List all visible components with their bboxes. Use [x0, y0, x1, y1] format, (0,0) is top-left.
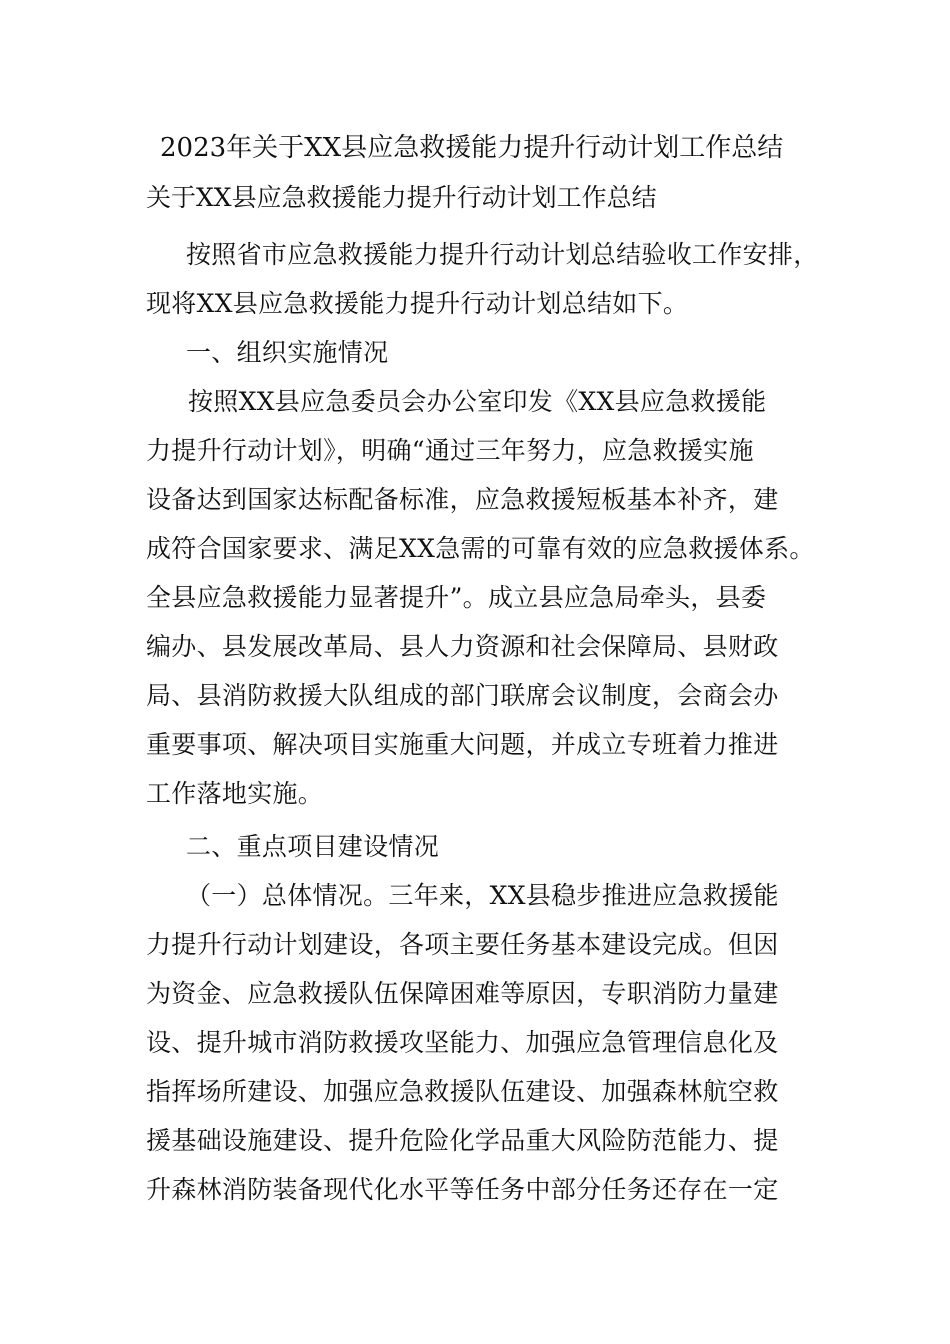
- paragraph-line: 按照XX县应急委员会办公室印发《XX县应急救援能: [188, 387, 767, 416]
- paragraph-line: 重要事项、解决项目实施重大问题，并成立专班着力推进: [146, 730, 779, 759]
- document-subtitle: 关于XX县应急救援能力提升行动计划工作总结: [146, 183, 657, 212]
- paragraph-line: 指挥场所建设、加强应急救援队伍建设、加强森林航空救: [146, 1077, 779, 1106]
- section-2-paragraph: [146, 871, 826, 1214]
- paragraph-line: 成符合国家要求、满足XX急需的可靠有效的应急救援体系。: [146, 534, 815, 563]
- paragraph-line: 编办、县发展改革局、县人力资源和社会保障局、县财政: [146, 632, 779, 661]
- section-2-heading: 二、重点项目建设情况: [186, 832, 440, 861]
- section-heading: [146, 328, 826, 377]
- paragraph-line: （一）总体情况。三年来，XX县稳步推进应急救援能: [186, 881, 779, 910]
- paragraph-line: 为资金、应急救援队伍保障困难等原因，专职消防力量建: [146, 979, 779, 1008]
- section-1-heading: 一、组织实施情况: [186, 338, 389, 367]
- paragraph-line: 设、提升城市消防救援攻坚能力、加强应急管理信息化及: [146, 1028, 779, 1057]
- paragraph-line: 力提升行动计划》，明确“通过三年努力，应急救援实施: [146, 436, 754, 465]
- document-title: 2023年关于XX县应急救援能力提升行动计划工作总结: [160, 133, 784, 163]
- paragraph-line: 力提升行动计划建设，各项主要任务基本建设完成。但因: [146, 930, 779, 959]
- section-1-paragraph: [146, 377, 826, 818]
- paragraph-line: 工作落地实施。: [146, 779, 324, 808]
- paragraph-line: 现将XX县应急救援能力提升行动计划总结如下。: [146, 289, 689, 318]
- paragraph-line: 援基础设施建设、提升危险化学品重大风险防范能力、提: [146, 1126, 779, 1155]
- paragraph-line: 按照省市应急救援能力提升行动计划总结验收工作安排，: [186, 240, 819, 269]
- paragraph-line: 局、县消防救援大队组成的部门联席会议制度，会商会办: [146, 681, 779, 710]
- paragraph-line: 全县应急救援能力显著提升”。成立县应急局牵头，县委: [146, 583, 767, 612]
- paragraph-line: 升森林消防装备现代化水平等任务中部分任务还存在一定: [146, 1175, 779, 1204]
- paragraph-line: 设备达到国家达标配备标准，应急救援短板基本补齐，建: [146, 485, 779, 514]
- section-heading: [146, 822, 826, 871]
- intro-paragraph: [146, 230, 826, 328]
